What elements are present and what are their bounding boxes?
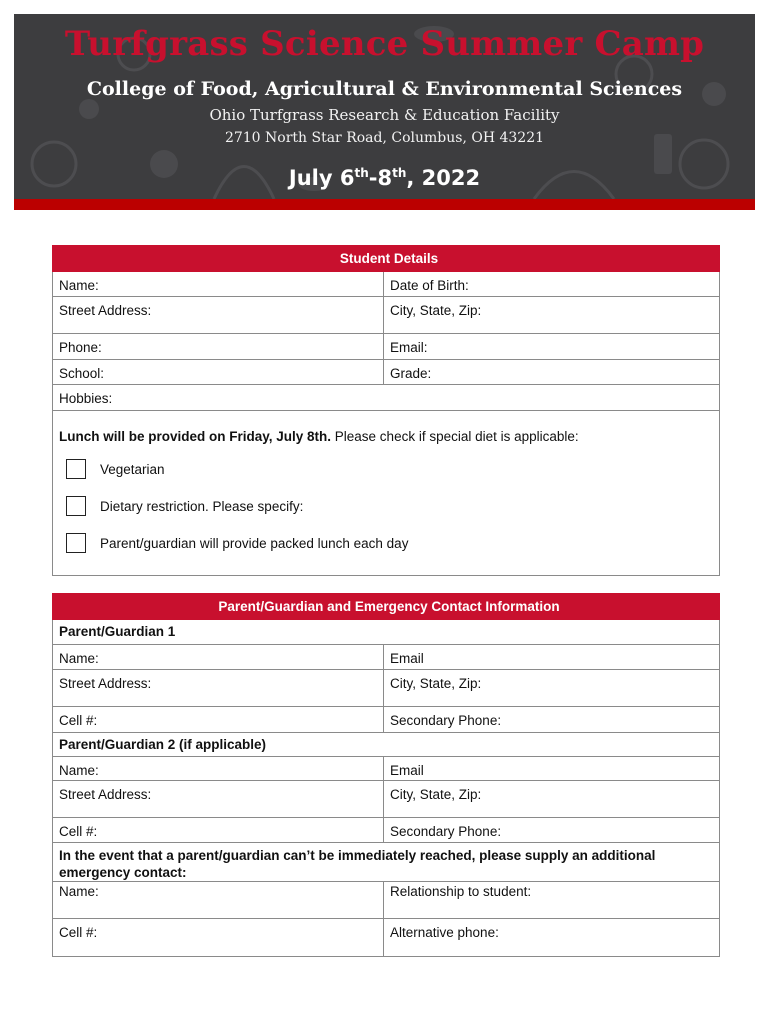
student-email-field[interactable]: Email: <box>384 334 720 360</box>
lunch-question: Lunch will be provided on Friday, July 8th. Please check if special diet is applicable: <box>59 429 579 444</box>
student-name-field[interactable]: Name: <box>53 272 384 297</box>
lunch-section <box>53 411 720 576</box>
packed-lunch-checkbox[interactable] <box>66 533 86 553</box>
g1-secondary-field[interactable]: Secondary Phone: <box>384 707 720 733</box>
packed-lunch-label: Parent/guardian will provide packed lunch each day <box>100 535 409 551</box>
option-dietary-restriction[interactable] <box>59 494 719 518</box>
g1-street-field[interactable]: Street Address: <box>53 670 384 707</box>
g2-name-field[interactable]: Name: <box>53 757 384 781</box>
student-school-field[interactable]: School: <box>53 360 384 385</box>
g2-city-field[interactable]: City, State, Zip: <box>384 781 720 818</box>
g2-cell-field[interactable]: Cell #: <box>53 818 384 843</box>
g1-city-field[interactable]: City, State, Zip: <box>384 670 720 707</box>
header-banner <box>14 14 755 210</box>
student-city-field[interactable]: City, State, Zip: <box>384 297 720 334</box>
student-grade-field[interactable]: Grade: <box>384 360 720 385</box>
g2-secondary-field[interactable]: Secondary Phone: <box>384 818 720 843</box>
guardian-2-title: Parent/Guardian 2 (if applicable) <box>53 733 720 757</box>
vegetarian-label: Vegetarian <box>100 461 165 477</box>
g2-street-field[interactable]: Street Address: <box>53 781 384 818</box>
student-details-table <box>52 245 720 576</box>
facility-name: Ohio Turfgrass Research & Education Facility <box>209 106 560 124</box>
student-dob-field[interactable]: Date of Birth: <box>384 272 720 297</box>
student-street-field[interactable]: Street Address: <box>53 297 384 334</box>
emergency-name-field[interactable]: Name: <box>53 882 384 919</box>
g1-cell-field[interactable]: Cell #: <box>53 707 384 733</box>
guardian-1-title: Parent/Guardian 1 <box>53 620 720 645</box>
option-packed-lunch[interactable] <box>59 531 719 555</box>
option-vegetarian[interactable] <box>59 457 719 481</box>
g1-email-field[interactable]: Email <box>384 645 720 670</box>
dietary-restriction-label: Dietary restriction. Please specify: <box>100 498 304 514</box>
student-hobbies-field[interactable]: Hobbies: <box>53 385 720 411</box>
student-phone-field[interactable]: Phone: <box>53 334 384 360</box>
student-details-header: Student Details <box>53 246 720 272</box>
emergency-cell-field[interactable]: Cell #: <box>53 919 384 957</box>
g2-email-field[interactable]: Email <box>384 757 720 781</box>
banner-accent-stripe <box>14 199 755 210</box>
dietary-restriction-checkbox[interactable] <box>66 496 86 516</box>
emergency-relationship-field[interactable]: Relationship to student: <box>384 882 720 919</box>
college-name: College of Food, Agricultural & Environmental Sciences <box>86 78 683 100</box>
emergency-contact-note: In the event that a parent/guardian can’t be immediately reached, please supply an additional emergency contact: <box>53 843 720 882</box>
g1-name-field[interactable]: Name: <box>53 645 384 670</box>
camp-title: Turfgrass Science Summer Camp <box>64 24 705 64</box>
emergency-alt-phone-field[interactable]: Alternative phone: <box>384 919 720 957</box>
facility-address: 2710 North Star Road, Columbus, OH 43221 <box>224 130 545 146</box>
guardian-header: Parent/Guardian and Emergency Contact Information <box>53 594 720 620</box>
camp-dates: July 6th-8th, 2022 <box>288 166 481 190</box>
guardian-table <box>52 593 720 957</box>
vegetarian-checkbox[interactable] <box>66 459 86 479</box>
